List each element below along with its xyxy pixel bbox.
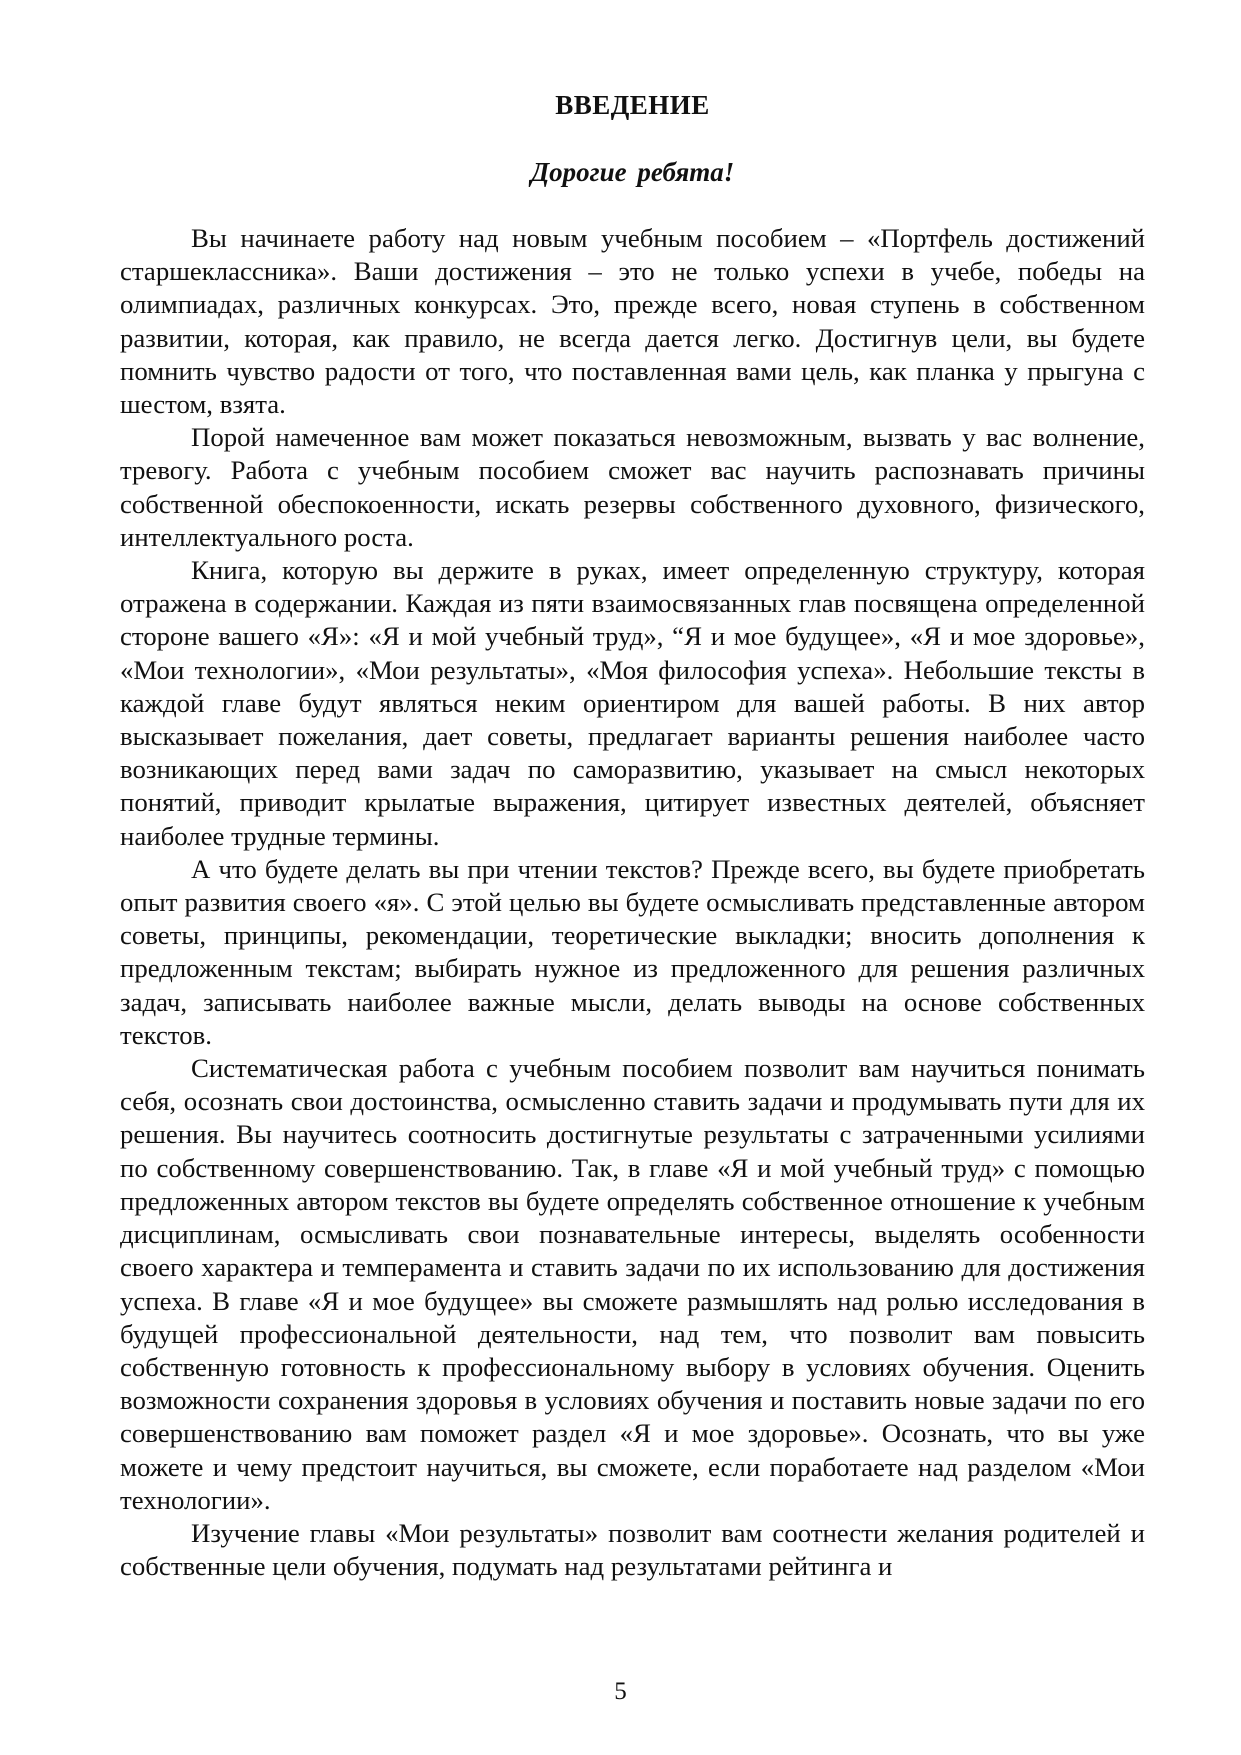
page-number: 5 <box>614 1678 627 1705</box>
greeting-subtitle: Дорогие ребята! <box>530 157 735 187</box>
page-content <box>120 88 1145 1583</box>
page-title: ВВЕДЕНИЕ <box>555 90 710 120</box>
paragraph: Систематическая работа с учебным пособием позволит вам научиться понимать себя, осознать свои достоинства, осмысленно ставить задачи и продумывать пути для их решения. Вы научитесь соотносить достигнутые результаты с затраченными усилиями по собственному совершенствованию. Так, в главе «Я и мой учебный труд» с помощью предложенных автором текстов вы будете определять собственное отношение к учебным дисциплинам, осмысливать свои познавательные интересы, выделять особенности своего характера и темперамента и ставить задачи по их использованию для достижения успеха. В главе «Я и мое будущее» вы сможете размышлять над ролью исследования в будущей профессиональной деятельности, над тем, что позволит вам повысить собственную готовность к профессиональному выбору в условиях обучения. Оценить возможности сохранения здоровья в условиях обучения и поставить новые задачи по его совершенствованию вам поможет раздел «Я и мое здоровье». Осознать, что вы уже можете и чему предстоит научиться, вы сможете, если поработаете над разделом «Мои технологии». <box>120 1053 1145 1515</box>
paragraph: А что будете делать вы при чтении текстов? Прежде всего, вы будете приобретать опыт развития своего «я». С этой целью вы будете осмысливать представленные автором советы, принципы, рекомендации, теоретические выкладки; вносить дополнения к предложенным текстам; выбирать нужное из предложенного для решения различных задач, записывать наиболее важные мысли, делать выводы на основе собственных текстов. <box>120 853 1145 1050</box>
paragraph-last: Изучение главы «Мои результаты» позволит вам соотнести желания родителей и собственные цели обучения, подумать над результатами рейтинга и <box>120 1517 1145 1582</box>
body-text <box>120 222 1145 1583</box>
paragraph: Порой намеченное вам может показаться невозможным, вызвать у вас волнение, тревогу. Работа с учебным пособием сможет вас научить распознавать причины собственной обеспокоенности, искать резервы собственного духовного, физического, интеллектуального роста. <box>120 422 1145 552</box>
paragraph: Книга, которую вы держите в руках, имеет определенную структуру, которая отражена в содержании. Каждая из пяти взаимосвязанных глав посвящена определенной стороне вашего «Я»: «Я и мой учебный труд», “Я и мое будущее», «Я и мое здоровье», «Мои технологии», «Мои результаты», «Моя философия успеха». Небольшие тексты в каждой главе будут являться неким ориентиром для вашей работы. В них автор высказывает пожелания, дает советы, предлагает варианты решения наиболее часто возникающих перед вами задач по саморазвитию, указывает на смысл некоторых понятий, приводит крылатые выражения, цитирует известных деятелей, объясняет наиболее трудные термины. <box>120 555 1145 851</box>
paragraph: Вы начинаете работу над новым учебным пособием – «Портфель достижений старшеклассника». Ваши достижения – это не только успехи в учебе, победы на олимпиадах, различных конкурсах. Это, прежде всего, новая ступень в собственном развитии, которая, как правило, не всегда дается легко. Достигнув цели, вы будете помнить чувство радости от того, что поставленная вами цель, как планка у прыгуна с шестом, взята. <box>120 223 1145 420</box>
